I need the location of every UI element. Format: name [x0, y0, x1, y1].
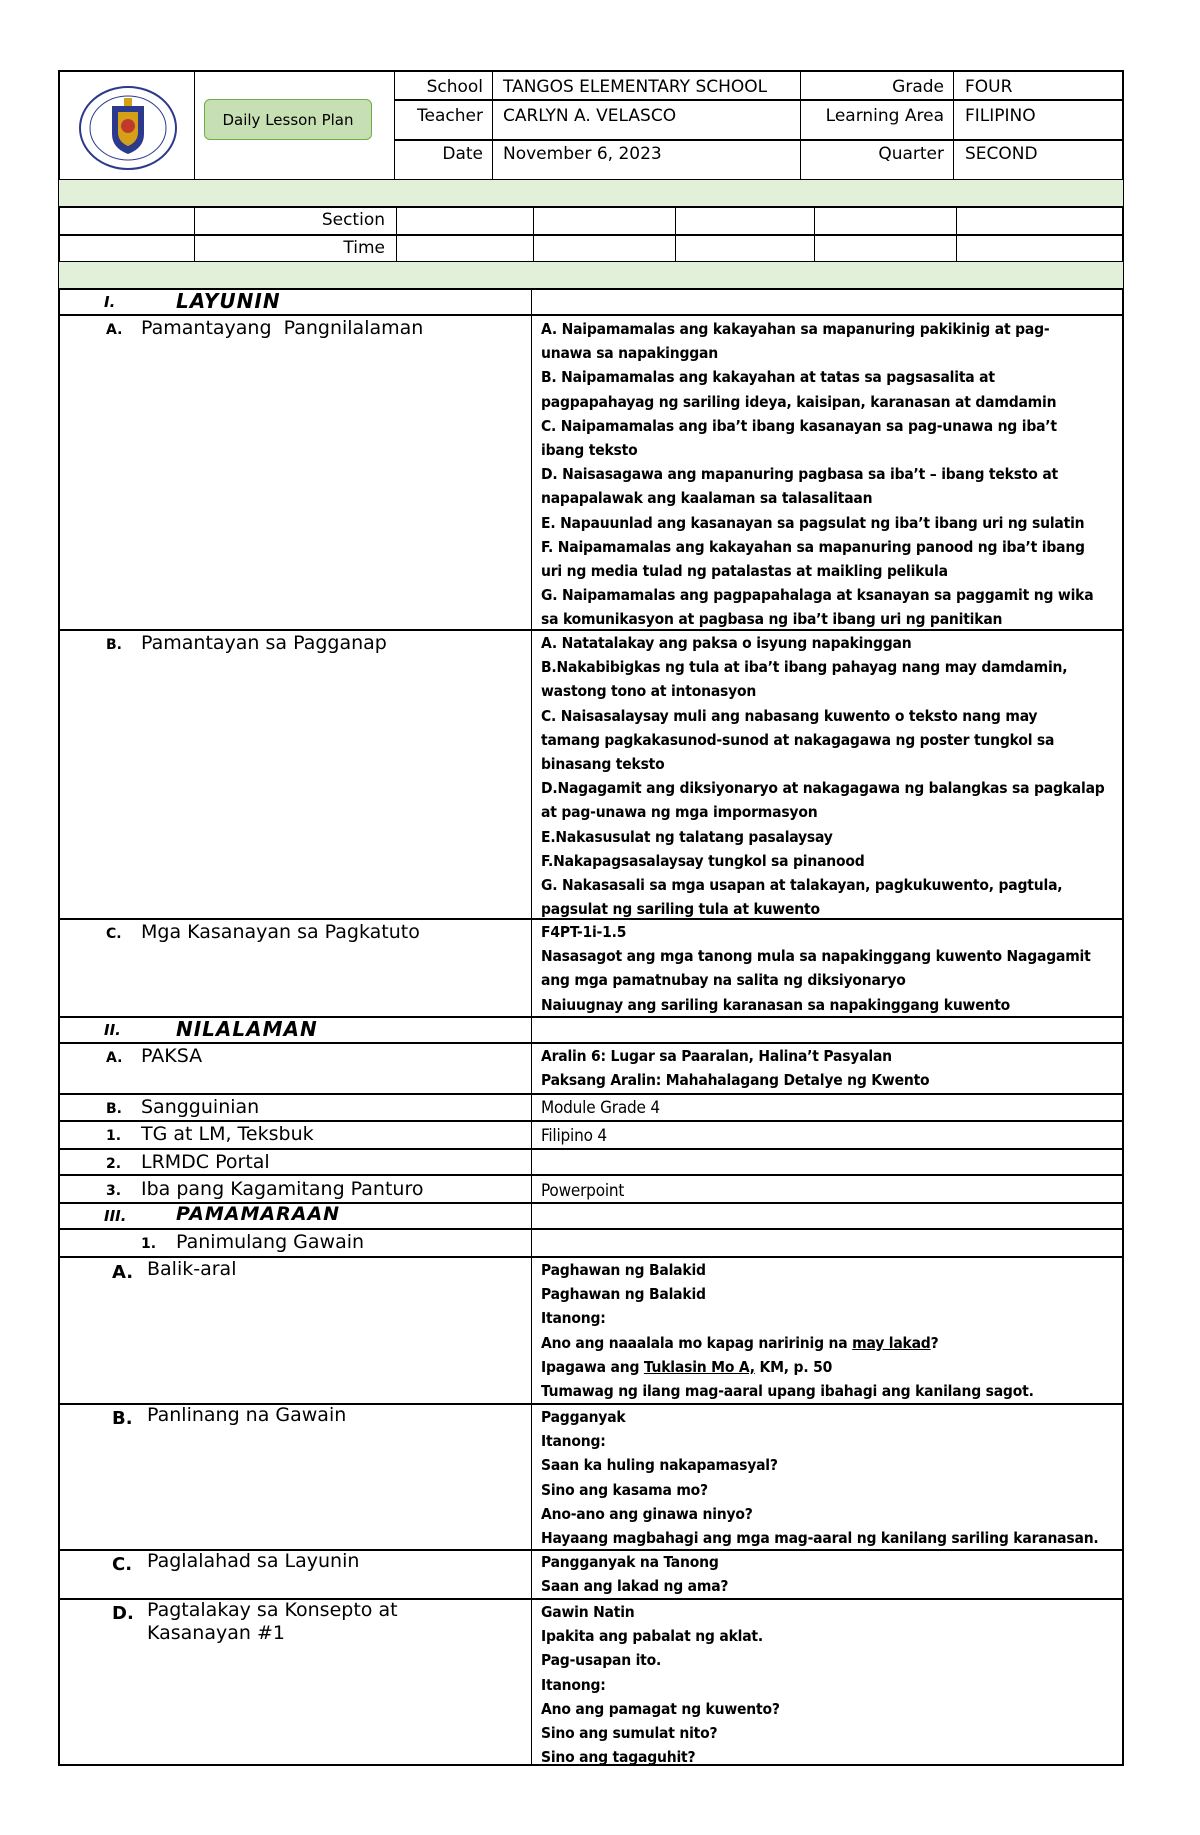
content-line: Aralin 6: Lugar sa Paaralan, Halina’t Pasyalan: [541, 1047, 892, 1065]
divider: [814, 206, 815, 261]
paksa-content: [541, 1044, 929, 1092]
content-line: pagpapahayag ng sariling ideya, kaisipan, karanasan at damdamin: [541, 392, 1057, 411]
deped-seal-logo: [78, 86, 178, 171]
content-line: F. Naipamamalas ang kakayahan sa mapanuring panood ng iba’t ibang: [541, 537, 1085, 556]
item-label: Panimulang Gawain: [176, 1231, 365, 1253]
content-line: E. Napauunlad ang kasanayan sa pagsulat ng iba’t ibang uri ng sulatin: [541, 513, 1085, 532]
section-title-layunin: LAYUNIN: [176, 289, 281, 313]
content-line: Paghawan ng Balakid: [541, 1261, 706, 1279]
item-letter: B.: [112, 1408, 133, 1429]
grade-label: Grade: [892, 77, 944, 97]
content-line: A. Naipamamalas ang kakayahan sa mapanuring pakikinig at pag-: [541, 320, 1050, 338]
divider: [394, 70, 395, 180]
content-line: Naiuugnay ang sariling karanasan sa napakinggang kuwento: [541, 995, 1011, 1014]
text-part: Ano ang naaalala mo kapag naririnig na: [541, 1333, 853, 1352]
item-letter: A.: [112, 1262, 134, 1283]
text-part: ?: [930, 1333, 939, 1352]
divider: [58, 1120, 1124, 1122]
paglalahad-content: [541, 1550, 728, 1598]
item-label: TG at LM, Teksbuk: [141, 1123, 314, 1145]
content-line: G. Nakasasali sa mga usapan at talakayan, pagkukuwento, pagtula,: [541, 876, 1063, 895]
content-line: Hayaang magbahagi ang mga mag-aaral ng kanilang sariling karanasan.: [541, 1529, 1099, 1548]
divider: [396, 206, 397, 261]
item-label: LRMDC Portal: [141, 1151, 270, 1173]
content-line: Pangganyak na Tanong: [541, 1553, 719, 1571]
divider: [58, 1093, 1124, 1095]
section-spacer-band: [59, 180, 1123, 206]
daily-lesson-plan-badge: Daily Lesson Plan: [204, 99, 372, 140]
time-label: Time: [343, 238, 385, 258]
item-letter: B.: [106, 637, 122, 653]
content-line: Pag-usapan ito.: [541, 1651, 662, 1670]
item-letter: C.: [112, 1554, 133, 1575]
grade-value: FOUR: [965, 77, 1013, 97]
section-number: II.: [104, 1021, 121, 1039]
content-line: Tumawag ng ilang mag-aaral upang ibahagi ang kanilang sagot.: [541, 1382, 1034, 1401]
section-number: III.: [104, 1207, 127, 1225]
content-line: C. Naipamamalas ang iba’t ibang kasanayan sa pag-unawa ng iba’t: [541, 416, 1057, 435]
content-line: ibang teksto: [541, 441, 638, 460]
divider: [58, 234, 1124, 236]
item-letter: B.: [106, 1101, 122, 1117]
item-letter: A.: [106, 1050, 123, 1066]
date-label: Date: [442, 144, 483, 164]
divider: [58, 1174, 1124, 1176]
content-line: ang mga pamatnubay na salita ng diksiyonaryo: [541, 971, 906, 990]
item-label: Iba pang Kagamitang Panturo: [141, 1178, 424, 1200]
content-line: sa komunikasyon at pagbasa ng iba’t ibang uri ng panitikan: [541, 610, 1003, 629]
content-line: D.Nagagamit ang diksiyonaryo at nakagagawa ng balangkas sa pagkalap: [541, 779, 1105, 798]
sanggunian-value: Module Grade 4: [541, 1098, 660, 1118]
divider: [675, 206, 676, 261]
section-spacer-band: [59, 262, 1123, 288]
balik-aral-content: [541, 1258, 1034, 1403]
divider: [194, 70, 195, 180]
content-line: Paksang Aralin: Mahahalagang Detalye ng Kwento: [541, 1071, 930, 1090]
item-label: Pamantayan sa Pagganap: [141, 632, 387, 654]
item-label: Kasanayan #1: [147, 1622, 285, 1644]
learning-area-value: FILIPINO: [965, 106, 1036, 126]
content-line: G. Naipamamalas ang pagpapahalaga at ksanayan sa paggamit ng wika: [541, 586, 1094, 605]
content-line: D. Naisasagawa ang mapanuring pagbasa sa iba’t – ibang teksto at: [541, 465, 1059, 484]
divider: [800, 70, 801, 180]
item-letter: 1.: [141, 1236, 157, 1252]
content-line: [541, 1331, 1034, 1355]
date-value: November 6, 2023: [503, 144, 662, 164]
content-line: Ano ang pamagat ng kuwento?: [541, 1699, 780, 1718]
item-label: Balik-aral: [147, 1258, 237, 1280]
section-number: I.: [104, 293, 116, 311]
content-line: Itanong:: [541, 1432, 606, 1451]
content-line: B.Nakabibigkas ng tula at iba’t ibang pahayag nang may damdamin,: [541, 658, 1068, 677]
underlined-phrase: may lakad: [852, 1333, 931, 1352]
content-line: unawa sa napakinggan: [541, 344, 718, 363]
divider: [531, 288, 532, 1766]
performance-standards-list: [541, 631, 1105, 921]
content-line: uri ng media tulad ng patalastas at maikling pelikula: [541, 562, 948, 581]
content-line: Sino ang kasama mo?: [541, 1480, 708, 1499]
content-line: Itanong:: [541, 1309, 606, 1328]
teacher-value: CARLYN A. VELASCO: [503, 106, 677, 126]
learning-area-label: Learning Area: [825, 106, 944, 126]
item-letter: 1.: [106, 1128, 122, 1144]
section-label: Section: [321, 210, 385, 230]
section-title-pamamaraan: PAMAMARAAN: [176, 1203, 341, 1225]
content-line: wastong tono at intonasyon: [541, 682, 757, 701]
item-letter: A.: [106, 322, 123, 338]
divider: [394, 99, 1124, 101]
content-line: E.Nakasusulat ng talatang pasalaysay: [541, 827, 833, 846]
item-label: Pamantayang Pangnilalaman: [141, 317, 424, 339]
content-line: at pag-unawa ng mga impormasyon: [541, 803, 818, 822]
pagtalakay-content: [541, 1600, 780, 1769]
content-line: pagsulat ng sariling tula at kuwento: [541, 900, 820, 919]
content-line: Sino ang tagaguhit?: [541, 1748, 696, 1767]
item-letter: 3.: [106, 1183, 122, 1199]
content-line: napapalawak ang kaalaman sa talasalitaan: [541, 489, 873, 508]
content-line: Saan ka huling nakapamasyal?: [541, 1456, 778, 1475]
item-label: PAKSA: [141, 1045, 203, 1067]
divider: [58, 314, 1124, 316]
tg-value: Filipino 4: [541, 1126, 607, 1146]
content-line: F.Nakapagsasalaysay tungkol sa pinanood: [541, 851, 865, 870]
divider: [533, 206, 534, 261]
content-line: Ipakita ang pabalat ng aklat.: [541, 1627, 763, 1646]
content-line: Sino ang sumulat nito?: [541, 1724, 718, 1743]
content-line: Saan ang lakad ng ama?: [541, 1577, 729, 1596]
divider: [194, 206, 195, 261]
content-line: Pagganyak: [541, 1408, 626, 1426]
item-label: Mga Kasanayan sa Pagkatuto: [141, 921, 420, 943]
iba-value: Powerpoint: [541, 1181, 625, 1201]
item-label: Paglalahad sa Layunin: [147, 1550, 360, 1572]
item-letter: D.: [112, 1603, 134, 1624]
school-label: School: [426, 77, 483, 97]
item-letter: C.: [106, 926, 122, 942]
text-part: KM, p. 50: [754, 1357, 833, 1376]
item-letter: 2.: [106, 1156, 122, 1172]
panlinang-content: [541, 1405, 1099, 1550]
content-line: [541, 1355, 1034, 1379]
item-label: Pagtalakay sa Konsepto at: [147, 1599, 398, 1621]
content-line: Nasasagot ang mga tanong mula sa napakinggang kuwento Nagagamit: [541, 947, 1091, 966]
content-line: Paghawan ng Balakid: [541, 1285, 706, 1304]
content-line: Gawin Natin: [541, 1603, 635, 1621]
content-line: Ano-ano ang ginawa ninyo?: [541, 1504, 753, 1523]
item-label: Panlinang na Gawain: [147, 1404, 347, 1426]
divider: [58, 1148, 1124, 1150]
text-part: Ipagawa ang: [541, 1357, 644, 1376]
underlined-phrase: Tuklasin Mo A,: [643, 1357, 755, 1376]
divider: [953, 70, 954, 180]
content-line: C. Naisasalaysay muli ang nabasang kuwento o teksto nang may: [541, 706, 1038, 725]
quarter-label: Quarter: [878, 144, 944, 164]
content-line: B. Naipamamalas ang kakayahan at tatas sa pagsasalita at: [541, 368, 995, 387]
divider: [58, 206, 1124, 208]
teacher-label: Teacher: [417, 106, 483, 126]
content-line: binasang teksto: [541, 755, 665, 774]
school-value: TANGOS ELEMENTARY SCHOOL: [503, 77, 768, 97]
divider: [492, 70, 493, 180]
learning-competencies-list: [541, 920, 1091, 1017]
divider: [58, 1228, 1124, 1230]
divider: [394, 139, 1124, 141]
content-standards-list: [541, 317, 1093, 632]
content-line: A. Natatalakay ang paksa o isyung napakinggan: [541, 634, 912, 652]
section-title-nilalaman: NILALAMAN: [176, 1017, 318, 1041]
content-line: tamang pagkakasunod-sunod at nakagagawa ng poster tungkol sa: [541, 730, 1055, 749]
quarter-value: SECOND: [965, 144, 1038, 164]
divider: [956, 206, 957, 261]
item-label: Sangguinian: [141, 1096, 260, 1118]
content-line: F4PT-1i-1.5: [541, 923, 627, 941]
content-line: Itanong:: [541, 1675, 606, 1694]
